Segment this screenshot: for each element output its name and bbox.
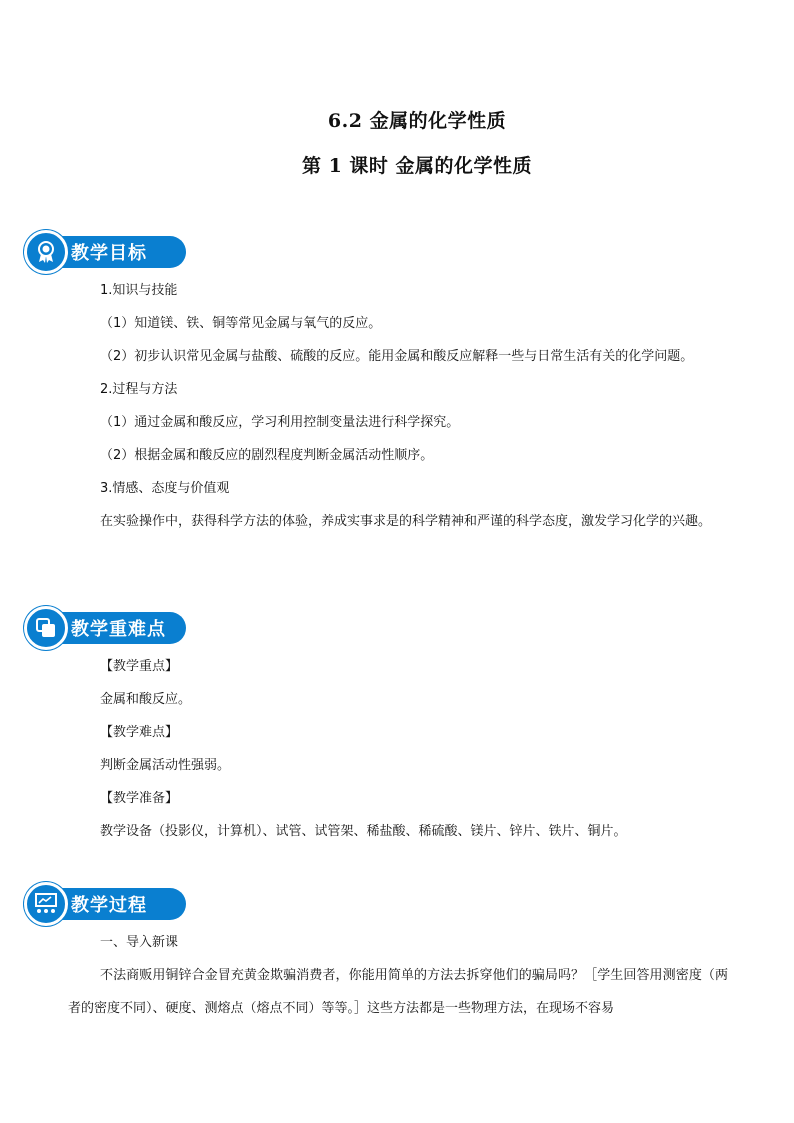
intro-paragraph: 不法商贩用铜锌合金冒充黄金欺骗消费者，你能用简单的方法去拆穿他们的骗局吗？［学生回答用测密度（两者的密度不同）、硬度、测熔点（熔点不同）等等。］这些方法都是一些物理方法，在现场不容易 [68,968,728,1016]
award-ribbon-icon [24,230,68,274]
process-item: （1）通过金属和酸反应，学习利用控制变量法进行科学探究。 [100,415,460,430]
section-header-process [24,882,186,926]
difficulty-label: 【教学难点】 [100,725,179,740]
focus-text: 金属和酸反应。 [100,692,192,707]
section-header-objectives [24,230,186,274]
presentation-board-icon [24,882,68,926]
section-title: 教学目标 [71,243,147,264]
knowledge-heading: 1.知识与技能 [100,283,178,298]
section-title: 教学过程 [71,895,147,916]
focus-label: 【教学重点】 [100,659,179,674]
section-header-key-points [24,606,186,650]
emotion-paragraph: 在实验操作中，获得科学方法的体验，养成实事求是的科学精神和严谨的科学态度，激发学习化学的兴趣。 [100,514,712,529]
knowledge-item: （1）知道镁、铁、铜等常见金属与氧气的反应。 [100,316,382,331]
prep-text: 教学设备（投影仪，计算机）、试管、试管架、稀盐酸、稀硫酸、镁片、锌片、铁片、铜片。 [100,824,627,839]
intro-heading: 一、导入新课 [100,935,179,950]
section-title: 教学重难点 [71,619,166,640]
prep-label: 【教学准备】 [100,791,179,806]
stacked-documents-icon [24,606,68,650]
page-title: 6.2 金属的化学性质 [327,110,507,132]
page-subtitle: 第 1 课时 金属的化学性质 [301,155,533,177]
emotion-heading: 3.情感、态度与价值观 [100,481,230,496]
process-heading: 2.过程与方法 [100,382,178,397]
difficulty-text: 判断金属活动性强弱。 [100,758,231,773]
knowledge-item: （2）初步认识常见金属与盐酸、硫酸的反应。能用金属和酸反应解释一些与日常生活有关的化学问题。 [100,349,694,364]
process-item: （2）根据金属和酸反应的剧烈程度判断金属活动性顺序。 [100,448,434,463]
